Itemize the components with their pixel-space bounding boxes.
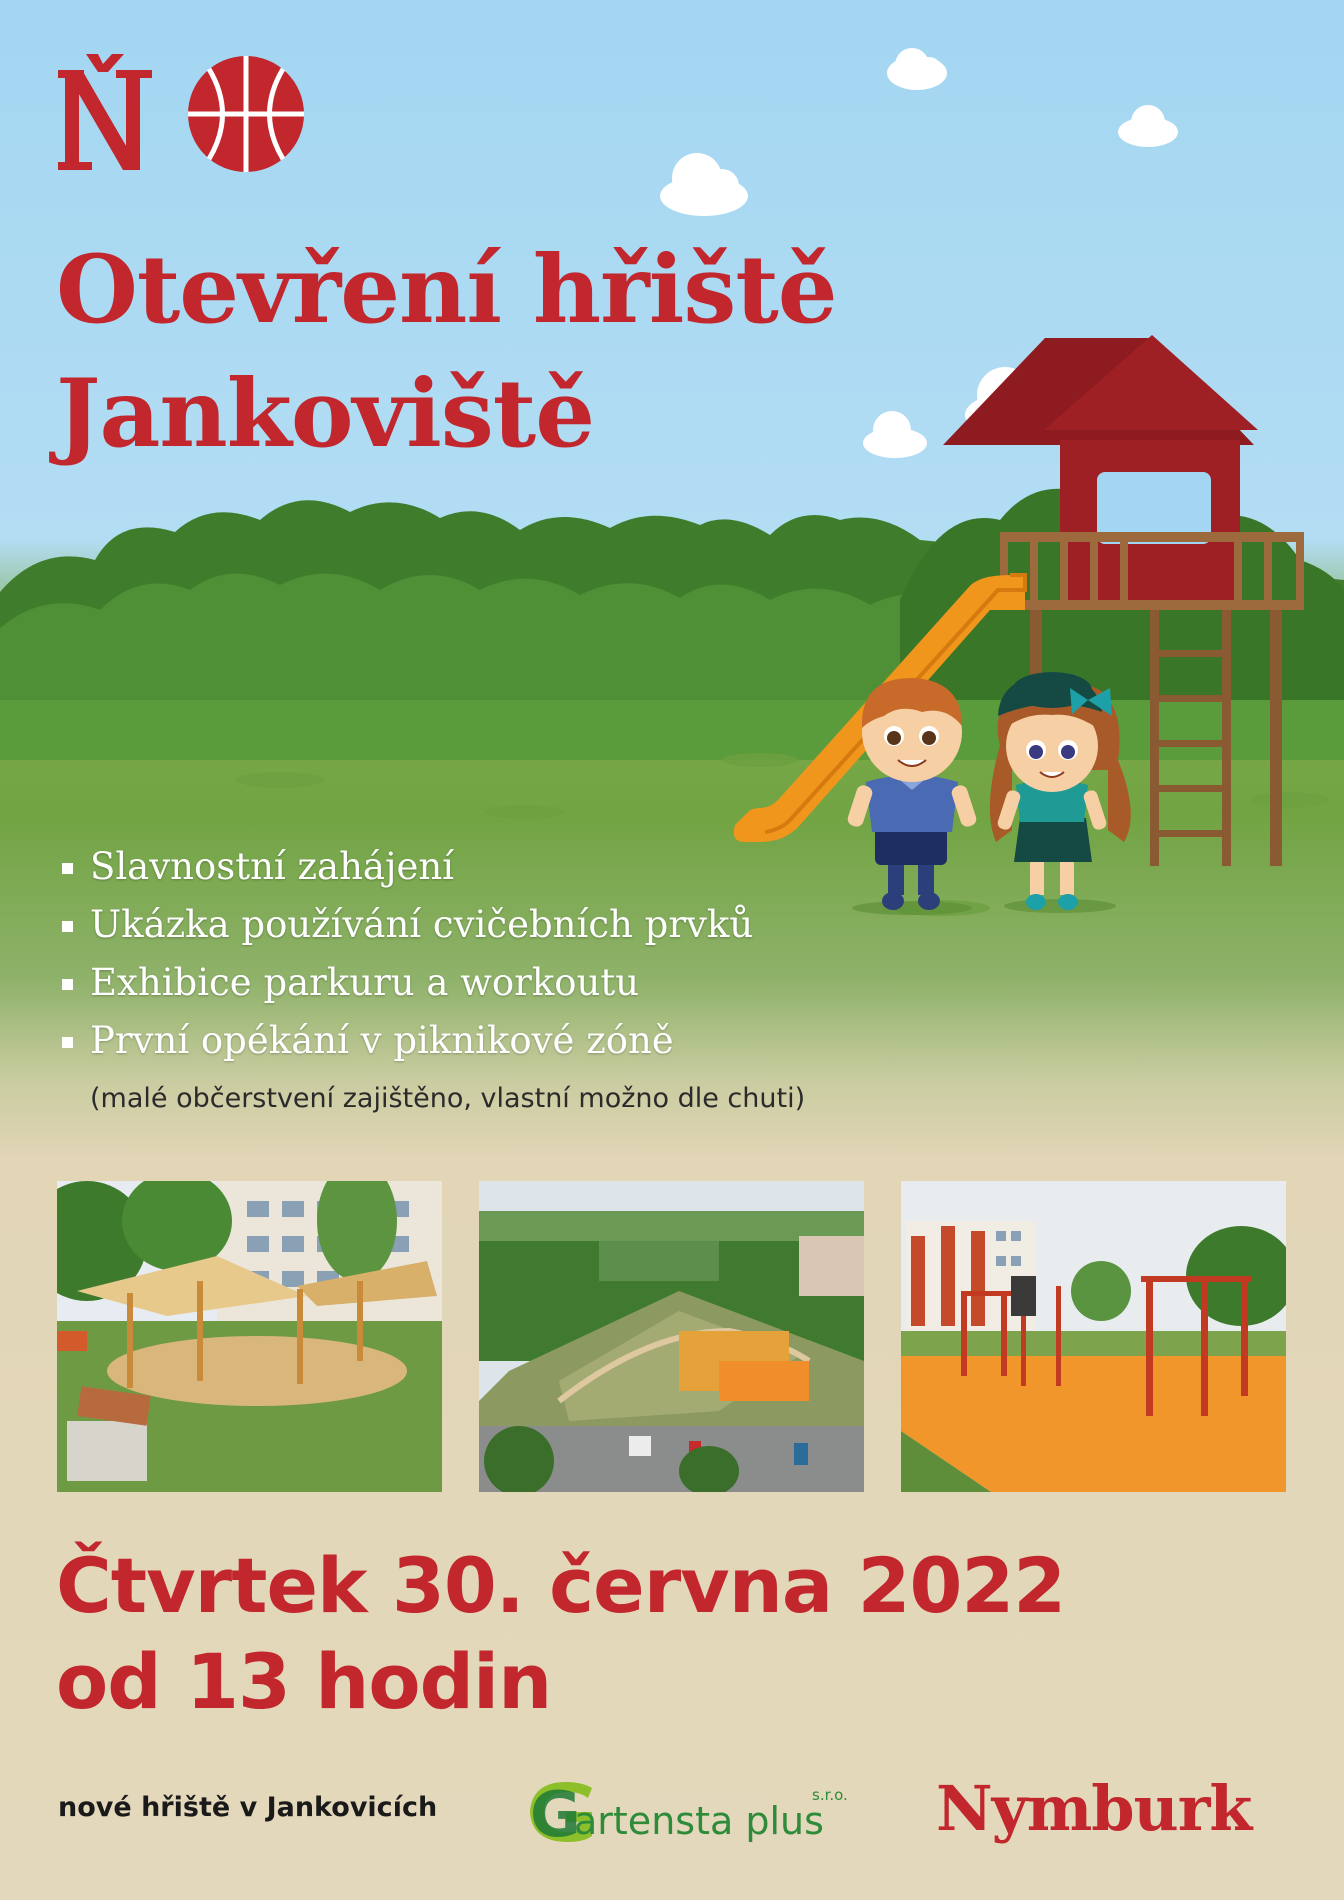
cloud-icon [887,48,947,90]
program-note: (malé občerstvení zajištěno, vlastní možno dle chuti) [90,1083,806,1114]
list-item [60,1012,753,1070]
boy-icon [846,678,978,915]
sponsor-first-letter: G [530,1778,581,1850]
list-item [60,838,753,896]
basketball-icon [188,56,304,172]
footer-tagline: nové hřiště v Jankovicích [58,1792,438,1823]
list-item-label: Slavnostní zahájení [90,845,455,888]
bullet-icon [62,979,73,990]
playground-photo-sandpit [57,1181,442,1492]
page-title [56,228,837,476]
list-item [60,896,753,954]
bullet-icon [62,1037,73,1048]
logo-letter-n [58,54,152,170]
title-line-2: Jankoviště [56,359,595,469]
program-list [60,838,753,1070]
list-item-label: Ukázka používání cvičebních prvků [90,903,754,946]
sponsor-name: artensta plus [574,1799,824,1843]
cloud-icon [863,411,927,458]
bullet-icon [62,921,73,932]
nymburk-logo [56,52,306,182]
sponsor-suffix: s.r.o. [812,1786,848,1804]
sponsor-logo [522,1770,862,1850]
event-date: Čtvrtek 30. června 2022 [56,1541,1066,1630]
girl-icon [990,672,1131,913]
list-item-label: První opékání v piknikové zóně [90,1019,674,1062]
bullet-icon [62,863,73,874]
cloud-icon [1118,105,1178,147]
cloud-icon [660,153,748,216]
city-name: Nymburk [936,1772,1252,1845]
event-datetime [56,1538,1065,1730]
playground-photo-aerial [479,1181,864,1492]
playground-photo-workout [901,1181,1286,1492]
list-item-label: Exhibice parkuru a workoutu [90,961,640,1004]
event-time: od 13 hodin [56,1637,552,1726]
title-line-1: Otevření hřiště [56,235,837,345]
list-item [60,954,753,1012]
